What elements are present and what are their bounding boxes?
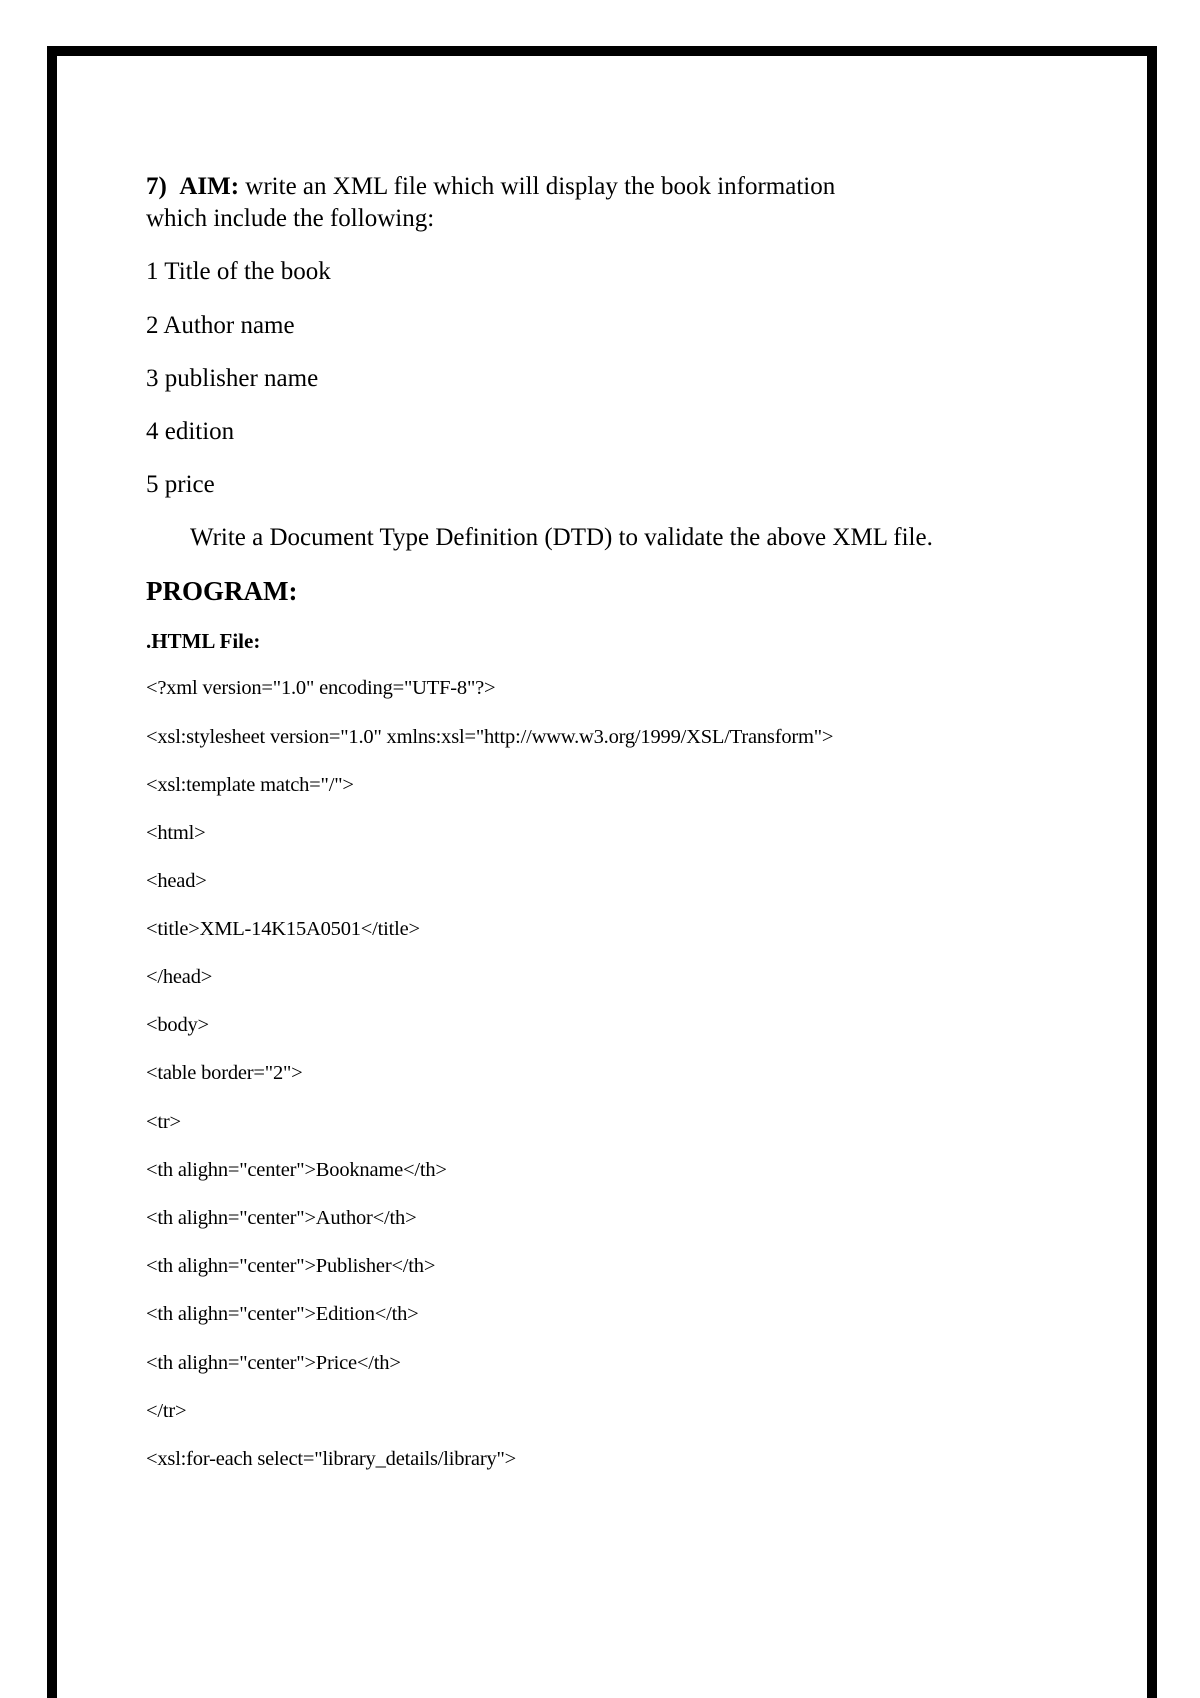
program-heading: PROGRAM:: [146, 576, 298, 606]
code-line: <th alighn="center">Publisher</th>: [146, 1255, 436, 1277]
code-line: <title>XML-14K15A0501</title>: [146, 918, 420, 940]
aim-number: 7): [146, 173, 167, 200]
file-heading: .HTML File:: [146, 629, 261, 653]
instruction-text: Write a Document Type Definition (DTD) to validate the above XML file.: [190, 524, 933, 551]
code-line: <th alighn="center">Author</th>: [146, 1207, 417, 1229]
list-item: 4 edition: [146, 418, 235, 445]
list-item: 2 Author name: [146, 312, 295, 339]
code-line: <head>: [146, 870, 207, 892]
list-item: 1 Title of the book: [146, 258, 331, 285]
list-item: 3 publisher name: [146, 365, 319, 392]
code-line: <?xml version="1.0" encoding="UTF-8"?>: [146, 677, 496, 699]
list-item: 5 price: [146, 471, 215, 498]
code-line: <html>: [146, 822, 206, 844]
aim-line-1: [146, 174, 835, 199]
code-line: <xsl:template match="/">: [146, 774, 354, 796]
code-line: <th alighn="center">Edition</th>: [146, 1303, 419, 1325]
code-line: <body>: [146, 1014, 209, 1036]
code-line: </tr>: [146, 1400, 187, 1422]
code-line: <th alighn="center">Price</th>: [146, 1352, 401, 1374]
code-line: <th alighn="center">Bookname</th>: [146, 1159, 447, 1181]
aim-label: AIM:: [179, 173, 240, 200]
code-line: <xsl:for-each select="library_details/library">: [146, 1448, 517, 1470]
code-line: <table border="2">: [146, 1062, 303, 1084]
aim-text-1: write an XML file which will display the book information: [239, 173, 836, 200]
code-line: </head>: [146, 966, 213, 988]
aim-line-2: which include the following:: [146, 205, 435, 232]
code-line: <tr>: [146, 1111, 181, 1133]
code-line: <xsl:stylesheet version="1.0" xmlns:xsl="http://www.w3.org/1999/XSL/Transform">: [146, 726, 834, 748]
